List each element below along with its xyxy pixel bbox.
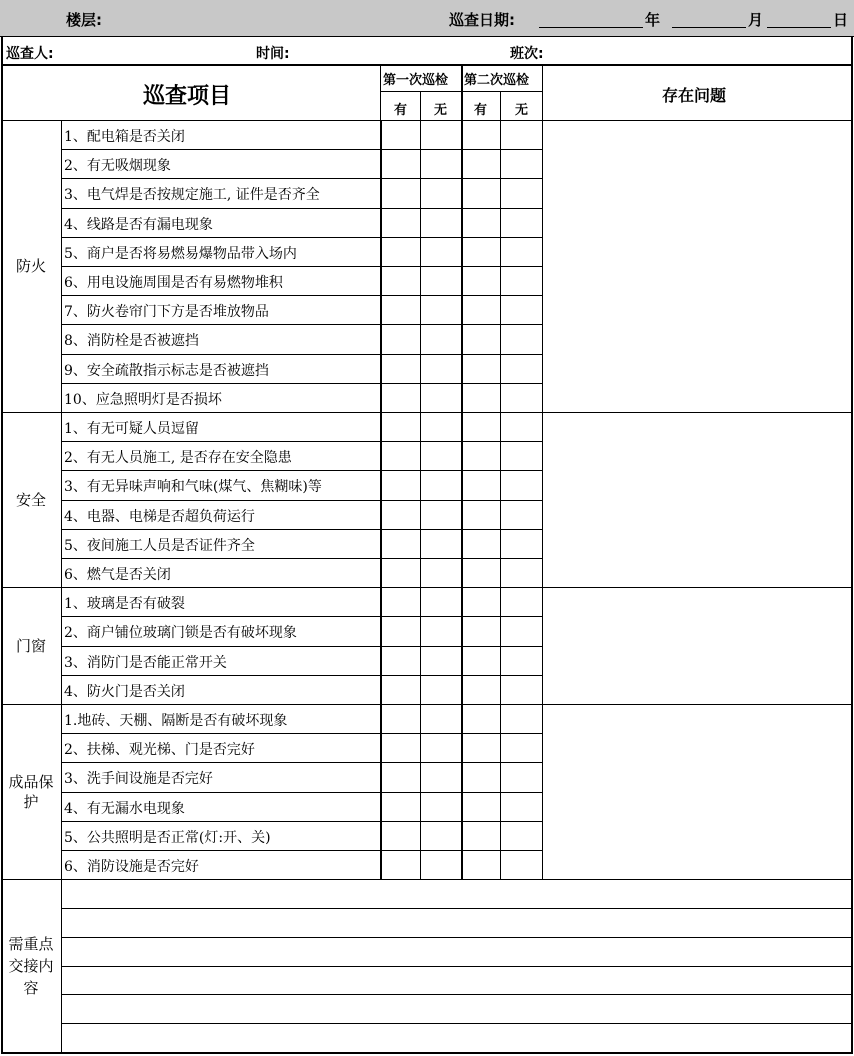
- check-cell[interactable]: [500, 821, 542, 850]
- col-divider: [420, 120, 421, 879]
- check-cell[interactable]: [420, 354, 461, 383]
- handover-field[interactable]: [63, 1023, 851, 1052]
- check-cell[interactable]: [500, 587, 542, 616]
- check-item-label: 6、消防设施是否完好: [64, 859, 199, 875]
- check-item-label: 5、商户是否将易燃易爆物品带入场内: [64, 245, 297, 262]
- check-item-label: 1、玻璃是否有破裂: [64, 596, 185, 613]
- check-cell[interactable]: [380, 821, 420, 850]
- check-cell[interactable]: [380, 324, 420, 353]
- check-cell[interactable]: [380, 441, 420, 470]
- row-divider: [61, 208, 542, 209]
- check-item-label: 5、公共照明是否正常(灯:开、关): [64, 829, 271, 846]
- handover-label-line: 交接内: [8, 956, 54, 975]
- check-item-label: 1、配电箱是否关闭: [64, 129, 185, 145]
- check-cell[interactable]: [380, 208, 420, 237]
- check-cell[interactable]: [420, 733, 461, 762]
- check-cell[interactable]: [420, 500, 461, 529]
- check-cell[interactable]: [461, 646, 500, 675]
- check-cell[interactable]: [420, 762, 461, 791]
- check-cell[interactable]: [500, 850, 542, 879]
- col-divider: [420, 91, 421, 120]
- check-item-label: 3、电气焊是否按规定施工, 证件是否齐全: [64, 187, 320, 204]
- check-item-label: 2、有无吸烟现象: [64, 158, 171, 175]
- check-cell[interactable]: [380, 646, 420, 675]
- check-item-label: 4、有无漏水电现象: [64, 800, 185, 817]
- inspection-date-label: 巡查日期:: [449, 11, 515, 29]
- category-label-line: 护: [23, 792, 39, 811]
- check-item-label: 2、商户铺位玻璃门锁是否有破坏现象: [64, 625, 297, 642]
- check-cell[interactable]: [461, 324, 500, 353]
- row-divider: [61, 441, 542, 442]
- handover-label: [1, 933, 61, 999]
- check-cell[interactable]: [420, 646, 461, 675]
- time-label: 时间:: [256, 46, 290, 62]
- check-cell[interactable]: [420, 529, 461, 558]
- check-cell[interactable]: [380, 120, 420, 149]
- category-label: [1, 256, 61, 276]
- category-label-line: 成品保: [8, 772, 54, 791]
- check-cell[interactable]: [380, 354, 420, 383]
- problems-column-title: 存在问题: [662, 86, 727, 105]
- inspector-label: 巡查人:: [6, 46, 54, 62]
- check-cell[interactable]: [461, 383, 500, 412]
- check-cell[interactable]: [500, 295, 542, 324]
- day-label: 日: [833, 11, 849, 29]
- row-divider: [61, 354, 542, 355]
- check-item-label: 2、扶梯、观光梯、门是否完好: [64, 742, 255, 759]
- check-cell[interactable]: [420, 295, 461, 324]
- year-label: 年: [645, 11, 661, 29]
- check-cell[interactable]: [420, 704, 461, 733]
- row-divider: [61, 178, 542, 179]
- check-item-label: 5、夜间施工人员是否证件齐全: [64, 537, 255, 554]
- col-divider: [61, 120, 62, 1052]
- category-label: [1, 490, 61, 510]
- check-item-label: 1.地砖、天棚、隔断是否有破坏现象: [64, 713, 288, 729]
- col-divider: [380, 120, 382, 879]
- check-cell[interactable]: [461, 237, 500, 266]
- check-cell[interactable]: [500, 354, 542, 383]
- check-cell[interactable]: [420, 850, 461, 879]
- check-cell[interactable]: [500, 412, 542, 441]
- category-label-line: 安全: [15, 490, 46, 509]
- problems-field[interactable]: [544, 704, 851, 879]
- row-divider: [61, 266, 542, 267]
- second-no-header: 无: [515, 103, 529, 118]
- check-cell[interactable]: [500, 266, 542, 295]
- check-cell[interactable]: [461, 558, 500, 587]
- check-cell[interactable]: [420, 616, 461, 645]
- category-label: [1, 772, 61, 812]
- row-divider: [61, 762, 542, 763]
- check-cell[interactable]: [420, 470, 461, 499]
- check-cell[interactable]: [461, 821, 500, 850]
- header-divider: [1, 64, 853, 66]
- check-item-label: 10、应急照明灯是否损坏: [64, 391, 222, 408]
- check-cell[interactable]: [380, 149, 420, 178]
- check-cell[interactable]: [500, 762, 542, 791]
- check-cell[interactable]: [461, 704, 500, 733]
- row-divider: [61, 850, 542, 851]
- check-cell[interactable]: [461, 500, 500, 529]
- check-cell[interactable]: [380, 266, 420, 295]
- check-cell[interactable]: [420, 178, 461, 207]
- check-cell[interactable]: [380, 733, 420, 762]
- check-cell[interactable]: [380, 412, 420, 441]
- category-label-line: 门窗: [15, 636, 46, 655]
- check-item-label: 2、有无人员施工, 是否存在安全隐患: [64, 450, 292, 467]
- outer-border-right: [851, 37, 853, 1052]
- problems-field[interactable]: [544, 587, 851, 704]
- row-divider: [61, 675, 542, 676]
- handover-field[interactable]: [63, 966, 851, 995]
- problems-field[interactable]: [544, 120, 851, 412]
- handover-label-line: 需重点: [8, 934, 54, 953]
- check-item-label: 3、消防门是否能正常开关: [64, 654, 227, 671]
- check-cell[interactable]: [380, 383, 420, 412]
- check-cell[interactable]: [420, 675, 461, 704]
- col-divider: [380, 65, 381, 120]
- row-divider: [61, 733, 542, 734]
- col-divider: [542, 65, 543, 120]
- check-cell[interactable]: [380, 178, 420, 207]
- check-item-label: 3、洗手间设施是否完好: [64, 771, 213, 788]
- check-cell[interactable]: [500, 500, 542, 529]
- floor-label: 楼层:: [66, 11, 102, 29]
- check-cell[interactable]: [420, 792, 461, 821]
- check-cell[interactable]: [420, 266, 461, 295]
- outer-border-bottom: [1, 1052, 853, 1054]
- check-cell[interactable]: [500, 383, 542, 412]
- check-item-label: 8、消防栓是否被遮挡: [64, 333, 199, 350]
- check-cell[interactable]: [420, 149, 461, 178]
- check-cell[interactable]: [500, 646, 542, 675]
- check-item-label: 4、线路是否有漏电现象: [64, 216, 213, 233]
- first-yes-header: 有: [394, 103, 408, 118]
- row-divider: [61, 470, 542, 471]
- check-item-label: 4、防火门是否关闭: [64, 683, 185, 700]
- check-cell[interactable]: [500, 616, 542, 645]
- problems-field[interactable]: [544, 412, 851, 587]
- check-cell[interactable]: [500, 792, 542, 821]
- first-no-header: 无: [434, 103, 448, 118]
- check-cell[interactable]: [500, 208, 542, 237]
- check-cell[interactable]: [420, 324, 461, 353]
- row-divider: [61, 616, 542, 617]
- handover-field[interactable]: [63, 908, 851, 937]
- check-cell[interactable]: [380, 616, 420, 645]
- row-divider: [61, 237, 542, 238]
- check-item-label: 9、安全疏散指示标志是否被遮挡: [64, 362, 269, 379]
- handover-field[interactable]: [63, 994, 851, 1023]
- check-cell[interactable]: [380, 558, 420, 587]
- check-cell[interactable]: [500, 558, 542, 587]
- check-cell[interactable]: [380, 529, 420, 558]
- handover-field[interactable]: [63, 879, 851, 908]
- check-cell[interactable]: [420, 441, 461, 470]
- shift-label: 班次:: [510, 46, 544, 62]
- check-cell[interactable]: [461, 762, 500, 791]
- check-cell[interactable]: [380, 704, 420, 733]
- category-label: [1, 636, 61, 656]
- check-cell[interactable]: [420, 120, 461, 149]
- first-round-header: 第一次巡检: [383, 73, 449, 88]
- handover-label-line: 容: [23, 978, 39, 997]
- check-cell[interactable]: [500, 120, 542, 149]
- row-divider: [61, 149, 542, 150]
- row-divider: [61, 295, 542, 296]
- check-cell[interactable]: [461, 441, 500, 470]
- row-divider: [61, 324, 542, 325]
- check-cell[interactable]: [380, 587, 420, 616]
- check-cell[interactable]: [500, 324, 542, 353]
- handover-field[interactable]: [63, 937, 851, 966]
- check-cell[interactable]: [380, 850, 420, 879]
- check-cell[interactable]: [420, 412, 461, 441]
- check-cell[interactable]: [420, 237, 461, 266]
- category-label-line: 防火: [15, 257, 46, 275]
- check-cell[interactable]: [461, 412, 500, 441]
- check-cell[interactable]: [500, 178, 542, 207]
- check-cell[interactable]: [500, 675, 542, 704]
- check-cell[interactable]: [380, 762, 420, 791]
- check-cell[interactable]: [461, 529, 500, 558]
- check-cell[interactable]: [461, 354, 500, 383]
- row-divider: [61, 646, 542, 647]
- check-item-label: 3、有无异味声响和气味(煤气、焦糊味)等: [64, 479, 322, 496]
- check-cell[interactable]: [500, 441, 542, 470]
- check-cell[interactable]: [380, 470, 420, 499]
- col-divider: [500, 120, 501, 879]
- col-divider: [461, 120, 463, 879]
- check-cell[interactable]: [500, 733, 542, 762]
- check-cell[interactable]: [420, 558, 461, 587]
- check-cell[interactable]: [461, 208, 500, 237]
- check-cell[interactable]: [500, 529, 542, 558]
- check-cell[interactable]: [500, 470, 542, 499]
- check-cell[interactable]: [461, 149, 500, 178]
- check-cell[interactable]: [461, 733, 500, 762]
- check-cell[interactable]: [461, 470, 500, 499]
- check-cell[interactable]: [380, 237, 420, 266]
- check-cell[interactable]: [461, 850, 500, 879]
- row-divider: [61, 500, 542, 501]
- check-cell[interactable]: [420, 587, 461, 616]
- row-divider: [61, 558, 542, 559]
- check-cell[interactable]: [500, 149, 542, 178]
- check-item-label: 7、防火卷帘门下方是否堆放物品: [64, 304, 269, 321]
- check-cell[interactable]: [380, 295, 420, 324]
- check-item-label: 4、电器、电梯是否超负荷运行: [64, 508, 255, 525]
- col-divider: [542, 120, 543, 879]
- check-cell[interactable]: [420, 383, 461, 412]
- check-cell[interactable]: [380, 792, 420, 821]
- check-cell[interactable]: [461, 587, 500, 616]
- check-cell[interactable]: [461, 178, 500, 207]
- outer-border-left: [1, 37, 3, 1052]
- row-divider: [61, 792, 542, 793]
- col-divider: [461, 65, 463, 120]
- check-cell[interactable]: [461, 675, 500, 704]
- item-column-title: 巡查项目: [143, 84, 232, 109]
- col-divider: [500, 91, 501, 120]
- check-cell[interactable]: [461, 295, 500, 324]
- check-cell[interactable]: [420, 208, 461, 237]
- row-divider: [61, 821, 542, 822]
- check-cell[interactable]: [461, 120, 500, 149]
- second-yes-header: 有: [474, 103, 488, 118]
- check-cell[interactable]: [380, 500, 420, 529]
- check-item-label: 1、有无可疑人员逗留: [64, 421, 199, 437]
- check-cell[interactable]: [420, 821, 461, 850]
- check-item-label: 6、燃气是否关闭: [64, 567, 171, 583]
- month-label: 月: [748, 11, 764, 29]
- row-divider: [61, 529, 542, 530]
- second-round-header: 第二次巡检: [464, 73, 530, 88]
- row-divider: [61, 383, 542, 384]
- check-cell[interactable]: [500, 704, 542, 733]
- check-cell[interactable]: [380, 675, 420, 704]
- check-cell[interactable]: [500, 237, 542, 266]
- check-cell[interactable]: [461, 266, 500, 295]
- check-item-label: 6、用电设施周围是否有易燃物堆积: [64, 275, 283, 291]
- check-cell[interactable]: [461, 616, 500, 645]
- check-cell[interactable]: [461, 792, 500, 821]
